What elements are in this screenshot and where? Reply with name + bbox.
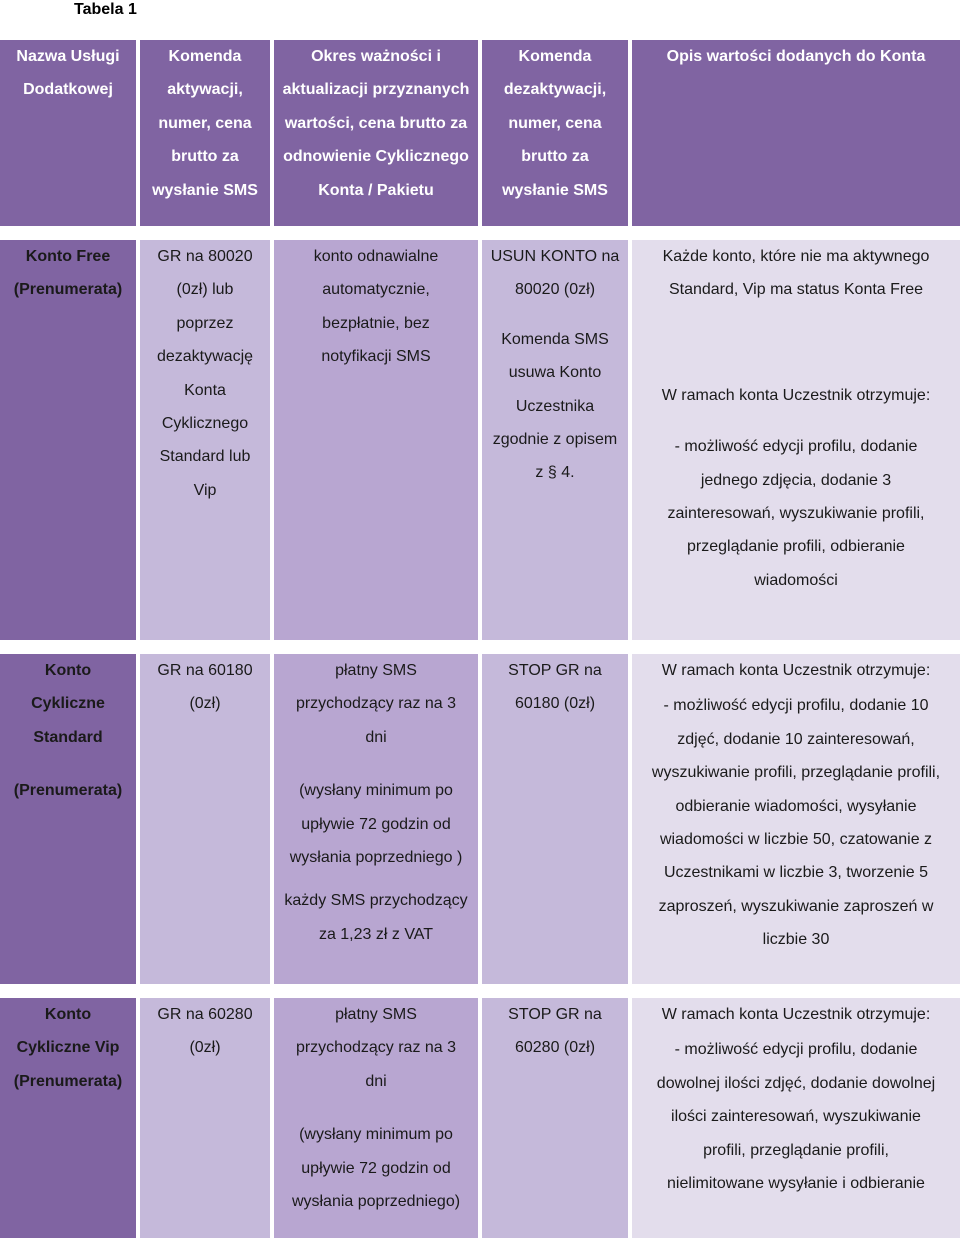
- cell-text-line: aktualizacji przyznanych: [282, 81, 470, 99]
- cell-text-line: nielimitowane wysyłanie i odbieranie: [667, 1175, 925, 1193]
- cell-text-line: notyfikacji SMS: [321, 348, 431, 366]
- cell-text-line: Dodatkowej: [23, 81, 113, 99]
- cell-text-line: ilości zainteresowań, wyszukiwanie: [671, 1108, 921, 1126]
- cell-text-line: wyszukiwanie profili, przeglądanie profili,: [651, 764, 941, 782]
- cell-text-line: przychodzący raz na 3: [295, 1039, 457, 1057]
- cell-text-line: Uczestnikami w liczbie 3, tworzenie 5: [663, 864, 929, 882]
- cell-text-line: wysłania poprzedniego ): [289, 849, 463, 867]
- table-row: [0, 991, 960, 1238]
- cell-text-line: 60180 (0zł): [514, 695, 596, 713]
- cell-text-line: za 1,23 zł z VAT: [318, 925, 434, 943]
- cell-text-line: numer, cena: [158, 114, 252, 132]
- cell-text-line: upływie 72 godzin od: [301, 1159, 451, 1177]
- deactivation-cell: [480, 233, 630, 647]
- header-service-name: [0, 40, 138, 233]
- cell-text-line: (Prenumerata): [13, 281, 123, 299]
- cell-text-line: Każde konto, które nie ma aktywnego: [662, 248, 930, 265]
- cell-text-line: Konto: [44, 662, 92, 679]
- cell-text-line: płatny SMS: [335, 662, 417, 679]
- cell-text-line: liczbie 30: [762, 931, 830, 949]
- cell-text-line: STOP GR na: [508, 662, 602, 679]
- cell-text-line: zainteresowań, wyszukiwanie profili,: [667, 505, 925, 523]
- cell-text-line: bezpłatnie, bez: [322, 314, 430, 332]
- cell-text-line: Konto: [44, 1006, 92, 1023]
- cell-text-line: brutto za: [521, 148, 589, 166]
- validity-cell: [272, 991, 480, 1238]
- cell-text-line: wysłania poprzedniego): [291, 1193, 461, 1211]
- cell-text-line: 80020 (0zł): [514, 281, 596, 299]
- cell-text-line: Nazwa Usługi: [16, 48, 120, 65]
- cell-text-line: upływie 72 godzin od: [301, 815, 451, 833]
- cell-text-line: W ramach konta Uczestnik otrzymuje:: [661, 1006, 931, 1023]
- cell-text-line: konto odnawialne: [313, 248, 439, 265]
- validity-cell: [272, 233, 480, 647]
- cell-text-line: (Prenumerata): [13, 782, 123, 800]
- service-name-cell: [0, 991, 138, 1238]
- header-activation-command: [138, 40, 272, 233]
- validity-cell: [272, 647, 480, 991]
- cell-text-line: (wysłany minimum po: [299, 1126, 453, 1144]
- cell-text-line: (0zł): [189, 1039, 221, 1057]
- cell-text-line: W ramach konta Uczestnik otrzymuje:: [661, 386, 931, 404]
- service-name-cell: [0, 233, 138, 647]
- cell-text-line: STOP GR na: [508, 1006, 602, 1023]
- cell-text-line: Okres ważności i: [311, 48, 441, 65]
- service-name-cell: [0, 647, 138, 991]
- cell-text-line: jednego zdjęcia, dodanie 3: [700, 471, 892, 489]
- description-cell: [630, 233, 960, 647]
- cell-text-line: usuwa Konto: [508, 364, 602, 382]
- cell-text-line: Konta / Pakietu: [318, 181, 434, 199]
- cell-text-line: Konta: [184, 381, 226, 399]
- cell-text-line: przychodzący raz na 3: [295, 695, 457, 713]
- table-caption: Tabela 1: [74, 1, 137, 18]
- cell-text-line: Standard lub: [159, 448, 251, 466]
- header-added-value-description: [630, 40, 960, 233]
- cell-text-line: poprzez: [176, 314, 234, 332]
- table-header-row: [0, 40, 960, 233]
- cell-text-line: (0zł): [189, 695, 221, 713]
- cell-text-line: Cyklicznego: [161, 415, 249, 433]
- cell-text-line: wiadomości: [754, 571, 838, 589]
- cell-text-line: Vip: [193, 481, 217, 499]
- table-row: [0, 233, 960, 647]
- cell-text-line: - możliwość edycji profilu, dodanie 10: [663, 697, 929, 715]
- cell-text-line: aktywacji,: [167, 81, 243, 99]
- cell-text-line: - możliwość edycji profilu, dodanie: [674, 1041, 918, 1059]
- cell-text-line: profili, przeglądanie profili,: [703, 1141, 889, 1159]
- header-validity-period: [272, 40, 480, 233]
- table-row: [0, 647, 960, 991]
- cell-text-line: (Prenumerata): [13, 1072, 123, 1090]
- cell-text-line: wysłanie SMS: [152, 181, 258, 199]
- services-table: [0, 40, 960, 1238]
- cell-text-line: Konto Free: [25, 248, 111, 265]
- cell-text-line: Standard, Vip ma status Konta Free: [668, 281, 924, 299]
- cell-text-line: Standard: [33, 728, 103, 746]
- deactivation-cell: [480, 647, 630, 991]
- cell-text-line: Komenda SMS: [501, 330, 609, 348]
- description-cell: [630, 647, 960, 991]
- cell-text-line: dezaktywacji,: [503, 81, 607, 99]
- activation-cell: [138, 233, 272, 647]
- cell-text-line: wartości, cena brutto za: [284, 114, 468, 132]
- cell-text-line: z § 4.: [535, 464, 575, 482]
- cell-text-line: brutto za: [171, 148, 239, 166]
- cell-text-line: dezaktywację: [156, 348, 254, 366]
- cell-text-line: Komenda: [518, 48, 592, 65]
- cell-text-line: Cykliczne: [31, 695, 105, 713]
- cell-text-line: GR na 60280: [157, 1006, 253, 1023]
- cell-text-line: wysłanie SMS: [502, 181, 608, 199]
- cell-text-line: (wysłany minimum po: [299, 782, 453, 800]
- cell-text-line: wiadomości w liczbie 50, czatowanie z: [659, 831, 933, 849]
- description-cell: [630, 991, 960, 1238]
- cell-text-line: automatycznie,: [322, 281, 430, 299]
- cell-text-line: W ramach konta Uczestnik otrzymuje:: [661, 662, 931, 679]
- cell-text-line: Uczestnika: [515, 397, 595, 415]
- cell-text-line: dni: [365, 728, 387, 746]
- cell-text-line: dni: [365, 1072, 387, 1090]
- cell-text-line: zaproszeń, wyszukiwanie zaproszeń w: [658, 897, 934, 915]
- activation-cell: [138, 991, 272, 1238]
- cell-text-line: GR na 60180: [157, 662, 253, 679]
- cell-text-line: GR na 80020: [157, 248, 253, 265]
- cell-text-line: 60280 (0zł): [514, 1039, 596, 1057]
- cell-text-line: (0zł) lub: [176, 281, 234, 299]
- cell-text-line: Komenda: [168, 48, 242, 65]
- cell-text-line: odbieranie wiadomości, wysyłanie: [675, 797, 917, 815]
- cell-text-line: zdjęć, dodanie 10 zainteresowań,: [677, 730, 915, 748]
- cell-text-line: USUN KONTO na: [490, 248, 620, 265]
- cell-text-line: odnowienie Cyklicznego: [283, 148, 469, 166]
- cell-text-line: przeglądanie profili, odbieranie: [687, 538, 905, 556]
- cell-text-line: zgodnie z opisem: [492, 431, 618, 449]
- cell-text-line: dowolnej ilości zdjęć, dodanie dowolnej: [656, 1074, 936, 1092]
- cell-text-line: Opis wartości dodanych do Konta: [666, 48, 926, 65]
- cell-text-line: każdy SMS przychodzący: [284, 892, 468, 910]
- cell-text-line: - możliwość edycji profilu, dodanie: [674, 438, 918, 456]
- activation-cell: [138, 647, 272, 991]
- header-deactivation-command: [480, 40, 630, 233]
- cell-text-line: płatny SMS: [335, 1006, 417, 1023]
- cell-text-line: Cykliczne Vip: [16, 1039, 120, 1057]
- deactivation-cell: [480, 991, 630, 1238]
- cell-text-line: numer, cena: [508, 114, 602, 132]
